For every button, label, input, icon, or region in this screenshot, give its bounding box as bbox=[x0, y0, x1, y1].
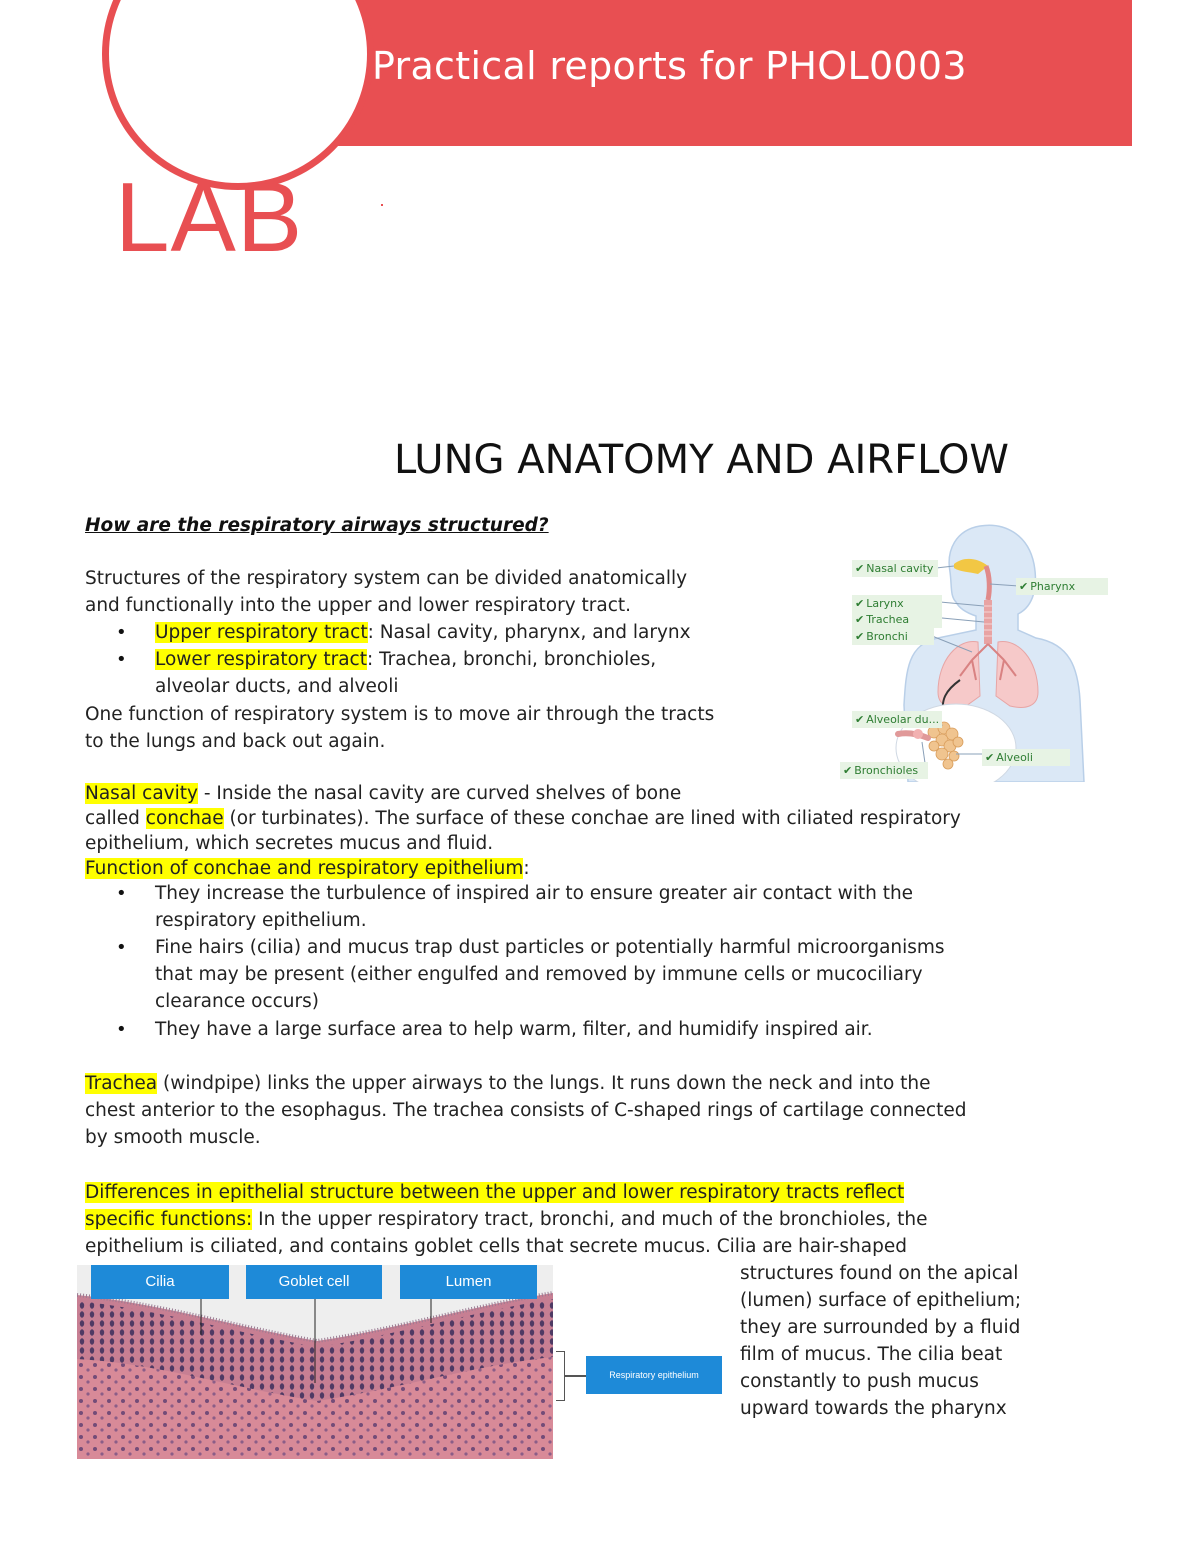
histology-figure bbox=[77, 1265, 553, 1459]
page-title: LUNG ANATOMY AND AIRFLOW bbox=[394, 437, 1009, 483]
nasal-line-3: epithelium, which secretes mucus and fluid. bbox=[85, 833, 494, 854]
epithelium-line-1: Differences in epithelial structure between the upper and lower respiratory tracts reflect bbox=[85, 1182, 905, 1203]
trachea-line-2: chest anterior to the esophagus. The trachea consists of C-shaped rings of cartilage connected bbox=[85, 1100, 967, 1121]
nasal-cavity-label: Nasal cavity bbox=[85, 783, 198, 804]
epithelium-side-line-1: structures found on the apical bbox=[740, 1263, 1019, 1284]
label-trachea: ✔ Trachea bbox=[852, 611, 942, 628]
trachea-label: Trachea bbox=[85, 1073, 158, 1094]
caption-respiratory-epithelium: Respiratory epithelium bbox=[586, 1356, 722, 1394]
conchae-bullet-2-line-1: Fine hairs (cilia) and mucus trap dust particles or potentially harmful microorganisms bbox=[155, 937, 945, 958]
conchae-bullet-3-line-1: They have a large surface area to help warm, filter, and humidify inspired air. bbox=[155, 1019, 873, 1040]
lower-tract-item bbox=[155, 646, 656, 673]
label-nasal-cavity: ✔ Nasal cavity bbox=[852, 560, 938, 577]
conchae-bullet-1-line-2: respiratory epithelium. bbox=[155, 910, 367, 931]
epithelium-side-line-4: film of mucus. The cilia beat bbox=[740, 1344, 1003, 1365]
check-icon: ✔ bbox=[985, 751, 995, 764]
caption-cilia: Cilia bbox=[91, 1265, 229, 1299]
epithelium-side-line-2: (lumen) surface of epithelium; bbox=[740, 1290, 1022, 1311]
bullet-icon: • bbox=[116, 649, 127, 670]
label-larynx: ✔ Larynx bbox=[852, 595, 942, 612]
function-line-1: One function of respiratory system is to move air through the tracts bbox=[85, 704, 715, 725]
conchae-bullet-1-line-1: They increase the turbulence of inspired air to ensure greater air contact with the bbox=[155, 883, 914, 904]
bullet-icon: • bbox=[116, 622, 127, 643]
label-alveoli: ✔ Alveoli bbox=[982, 749, 1070, 766]
conchae-bullet-2-line-3: clearance occurs) bbox=[155, 991, 319, 1012]
lower-tract-label: Lower respiratory tract bbox=[155, 649, 367, 670]
caption-goblet-cell: Goblet cell bbox=[246, 1265, 382, 1299]
upper-tract-text: : Nasal cavity, pharynx, and larynx bbox=[367, 622, 691, 643]
intro-line-1: Structures of the respiratory system can be divided anatomically bbox=[85, 568, 688, 589]
trachea-line-3: by smooth muscle. bbox=[85, 1127, 261, 1148]
check-icon: ✔ bbox=[855, 630, 865, 643]
bullet-icon: • bbox=[116, 1019, 127, 1040]
check-icon: ✔ bbox=[855, 713, 865, 726]
check-icon: ✔ bbox=[1019, 580, 1029, 593]
label-bronchi: ✔ Bronchi bbox=[852, 628, 934, 645]
intro-line-2: and functionally into the upper and lower respiratory tract. bbox=[85, 595, 632, 616]
function-line-2: to the lungs and back out again. bbox=[85, 731, 386, 752]
bullet-icon: • bbox=[116, 937, 127, 958]
epithelium-line-3: epithelium is ciliated, and contains goblet cells that secrete mucus. Cilia are hair-shaped bbox=[85, 1236, 907, 1257]
check-icon: ✔ bbox=[855, 562, 865, 575]
nasal-line-1: Nasal cavity - Inside the nasal cavity are curved shelves of bone bbox=[85, 783, 682, 804]
upper-tract-label: Upper respiratory tract bbox=[155, 622, 368, 643]
respiratory-system-figure bbox=[838, 520, 1110, 782]
check-icon: ✔ bbox=[843, 764, 853, 777]
epithelium-side-line-3: they are surrounded by a fluid bbox=[740, 1317, 1021, 1338]
lower-tract-text-cont: alveolar ducts, and alveoli bbox=[155, 676, 399, 697]
lower-tract-text: : Trachea, bronchi, bronchioles, bbox=[366, 649, 657, 670]
bullet-icon: • bbox=[116, 883, 127, 904]
label-bronchioles: ✔ Bronchioles bbox=[840, 762, 928, 779]
section-heading: How are the respiratory airways structured? bbox=[85, 515, 549, 536]
epithelium-line-2: specific functions: In the upper respiratory tract, bronchi, and much of the bronchioles, the bbox=[85, 1209, 928, 1230]
epithelium-side-line-5: constantly to push mucus bbox=[740, 1371, 979, 1392]
epithelium-bracket-pointer bbox=[565, 1375, 586, 1377]
lab-logo-text: LAB bbox=[115, 162, 304, 272]
check-icon: ✔ bbox=[855, 597, 865, 610]
nasal-line-2: called conchae (or turbinates). The surface of these conchae are lined with ciliated respiratory bbox=[85, 808, 961, 829]
decorative-dot bbox=[381, 204, 383, 206]
epithelium-bracket bbox=[556, 1351, 565, 1401]
label-alveolar-ducts: ✔ Alveolar du... bbox=[852, 711, 942, 728]
caption-lumen: Lumen bbox=[400, 1265, 537, 1299]
check-icon: ✔ bbox=[855, 613, 865, 626]
conchae-function-heading: Function of conchae and respiratory epithelium: bbox=[85, 858, 530, 879]
upper-tract-item bbox=[155, 619, 691, 646]
epithelium-side-line-6: upward towards the pharynx bbox=[740, 1398, 1007, 1419]
trachea-line-1: Trachea (windpipe) links the upper airways to the lungs. It runs down the neck and into the bbox=[85, 1073, 931, 1094]
conchae-term: conchae bbox=[145, 808, 224, 829]
conchae-bullet-2-line-2: that may be present (either engulfed and removed by immune cells or mucociliary bbox=[155, 964, 923, 985]
banner-title: Practical reports for PHOL0003 bbox=[372, 44, 967, 88]
label-pharynx: ✔ Pharynx bbox=[1016, 578, 1108, 595]
